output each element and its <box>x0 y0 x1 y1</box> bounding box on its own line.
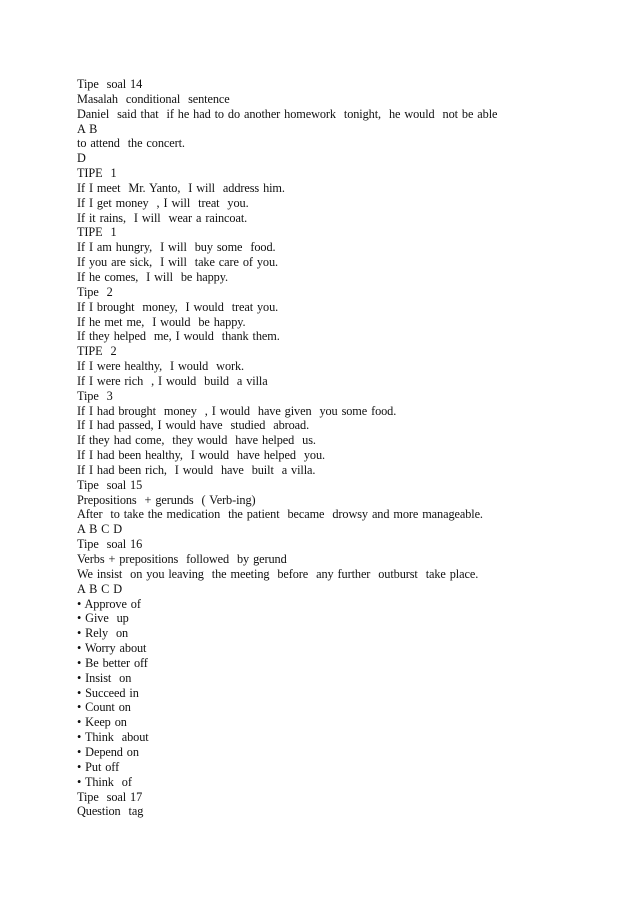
text-line: • Give up <box>77 611 129 626</box>
text-line: If I had been healthy, I would have helped you. <box>77 448 325 463</box>
text-line: Tipe soal 16 <box>77 537 143 552</box>
text-line: Verbs + prepositions followed by gerund <box>77 552 287 566</box>
text-line: • Rely on <box>77 626 129 641</box>
text-line: If it rains, I will wear a raincoat. <box>77 210 248 225</box>
text-line: • Put off <box>77 759 120 774</box>
text-line: If I were rich , I would build a villa <box>77 373 268 388</box>
text-line: If I meet Mr. Yanto, I will address him. <box>77 180 285 195</box>
text-line: • Think of <box>77 774 132 789</box>
text-line: Tipe 3 <box>77 388 113 403</box>
text-line: to attend the concert. <box>77 136 185 151</box>
text-line: If they helped me, I would thank them. <box>77 329 280 344</box>
text-line: If I were healthy, I would work. <box>77 359 245 374</box>
text-line: Tipe soal 14 <box>77 77 143 91</box>
text-line: If I had brought money , I would have given you some food. <box>77 403 397 418</box>
text-line: We insist on you leaving the meeting before any further outburst take place. <box>77 566 479 581</box>
text-line: • Depend on <box>77 744 139 759</box>
text-line: A B C D <box>77 522 123 537</box>
text-line: If I get money , I will treat you. <box>77 195 249 210</box>
text-line: Daniel said that if he had to do another homework tonight, he would not be able <box>77 106 498 121</box>
text-line: Question tag <box>77 804 144 819</box>
document-text-body <box>77 77 597 819</box>
text-line: • Be better off <box>77 655 148 670</box>
text-line: If I had been rich, I would have built a villa. <box>77 462 316 477</box>
text-line: • Succeed in <box>77 685 139 700</box>
text-line: • Insist on <box>77 670 132 685</box>
text-line: If he met me, I would be happy. <box>77 314 246 329</box>
text-line: TIPE 1 <box>77 225 117 240</box>
text-line: TIPE 2 <box>77 344 117 359</box>
text-line: A B <box>77 121 98 136</box>
text-line: TIPE 1 <box>77 166 117 181</box>
text-line: Prepositions + gerunds ( Verb-ing) <box>77 492 256 507</box>
text-line: • Approve of <box>77 596 141 611</box>
text-line: Masalah conditional sentence <box>77 91 230 106</box>
text-line: Tipe soal 17 <box>77 789 143 804</box>
text-line: If you are sick, I will take care of you. <box>77 255 278 270</box>
text-line: D <box>77 151 86 166</box>
text-line: • Count on <box>77 700 131 715</box>
text-line: If they had come, they would have helped us. <box>77 433 316 448</box>
text-line: If I brought money, I would treat you. <box>77 299 279 314</box>
text-line: After to take the medication the patient became drowsy and more manageable. <box>77 507 483 522</box>
text-line: If I am hungry, I will buy some food. <box>77 240 276 255</box>
text-line: A B C D <box>77 581 123 596</box>
text-line: If he comes, I will be happy. <box>77 269 228 284</box>
text-line: Tipe 2 <box>77 284 113 299</box>
text-line: Tipe soal 15 <box>77 477 143 492</box>
text-line: • Worry about <box>77 641 147 656</box>
text-line: If I had passed, I would have studied abroad. <box>77 418 310 433</box>
text-line: • Think about <box>77 730 149 745</box>
text-line: • Keep on <box>77 715 127 730</box>
